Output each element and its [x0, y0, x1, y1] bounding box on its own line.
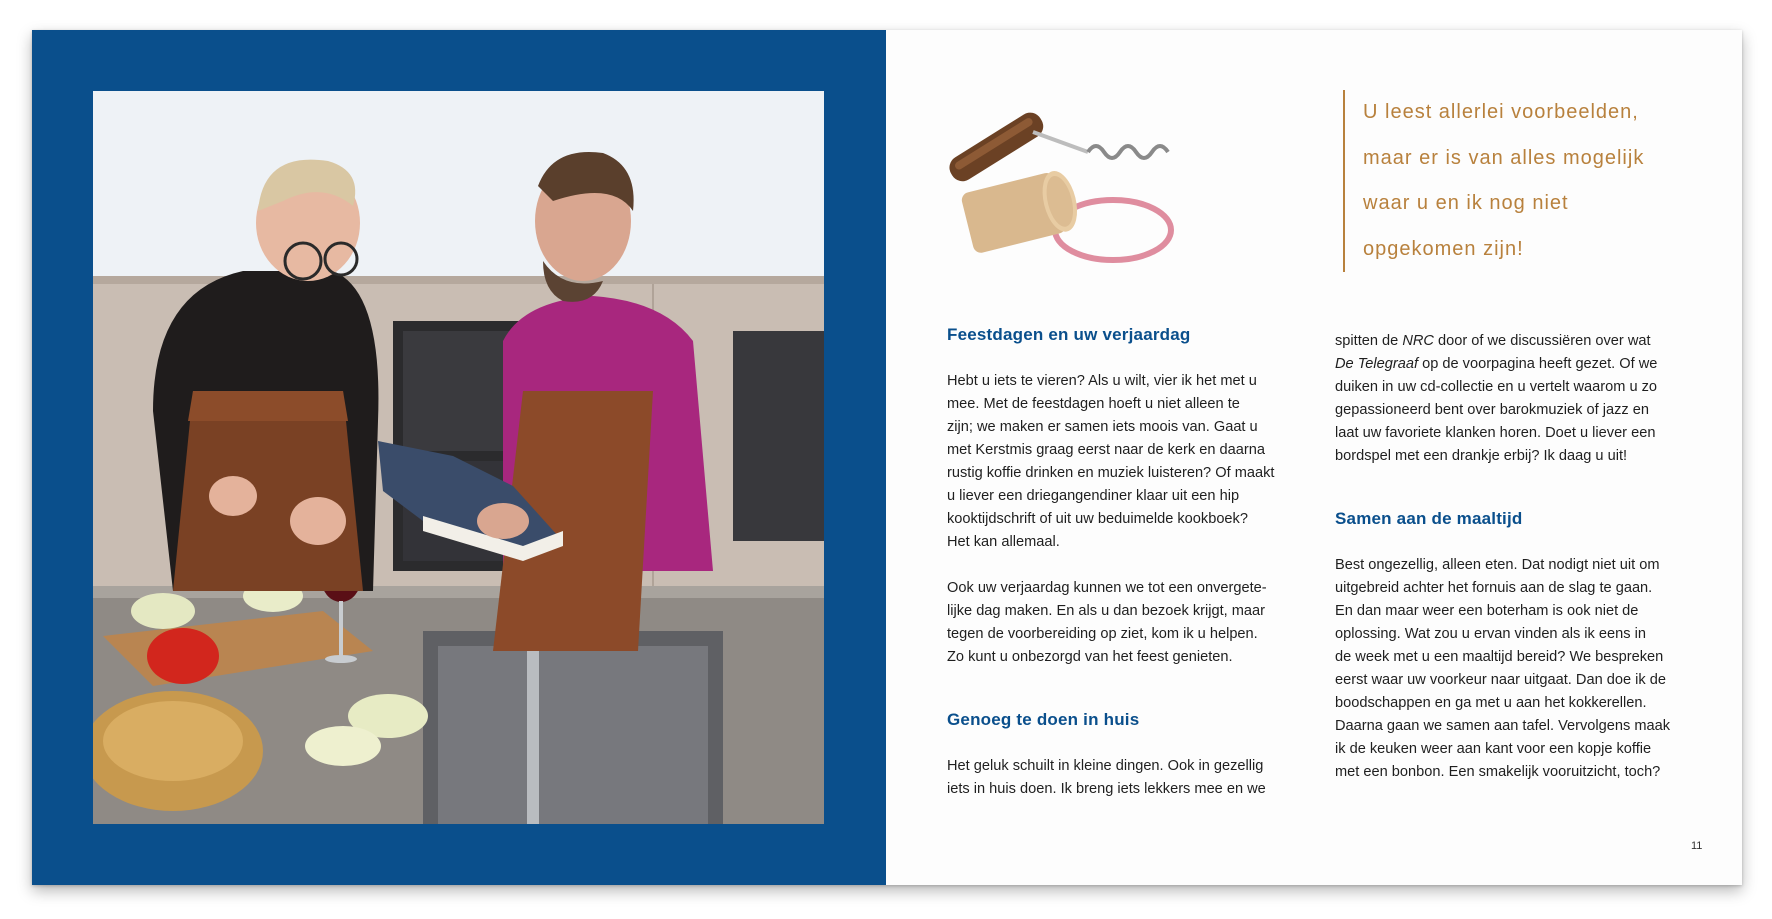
text-line: iets in huis doen. Ik breng iets lekkers mee en we: [947, 781, 1266, 797]
text-run: spitten de: [1335, 333, 1403, 349]
page-number: 11: [1691, 840, 1703, 852]
quote-line: opgekomen zijn!: [1363, 237, 1524, 260]
heading-genoeg: Genoeg te doen in huis: [947, 710, 1140, 729]
cooking-photo: [93, 91, 824, 824]
text-column-right: [1335, 330, 1671, 784]
text-line: rustig koffie drinken en muziek luisteren? Of maakt: [947, 465, 1275, 481]
text-line: zijn; we maken er samen iets moois van. Gaat u: [947, 419, 1258, 435]
text-line: mee. Met de feestdagen hoeft u niet alleen te: [947, 396, 1240, 412]
text-line: Het geluk schuilt in kleine dingen. Ook in gezellig: [947, 758, 1264, 774]
text-line: Best ongezellig, alleen eten. Dat nodigt niet uit om: [1335, 557, 1660, 573]
paragraph: [1335, 554, 1671, 784]
pull-quote: [1343, 90, 1644, 272]
text-line: uitgebreid achter het fornuis aan de slag te gaan.: [1335, 580, 1653, 596]
corkscrew-illustration: [938, 82, 1188, 282]
text-line: tegen de voorbereiding op ziet, kom ik u helpen.: [947, 626, 1258, 642]
text-run: door of we discussiëren over wat: [1433, 333, 1651, 349]
text-line: En dan maar weer een boterham is ook niet de: [1335, 603, 1639, 619]
text-line: de week met u een maaltijd bereid? We bespreken: [1335, 649, 1664, 665]
text-line: boodschappen en ga met u aan het kokkerellen.: [1335, 695, 1647, 711]
quote-line: waar u en ik nog niet: [1363, 192, 1569, 214]
left-page-blue: [32, 30, 886, 885]
text-line: laat uw favoriete klanken horen. Doet u liever een: [1335, 425, 1656, 441]
text-run: op de voorpagina heeft gezet. Of we: [1418, 356, 1658, 372]
newspaper-name: De Telegraaf: [1335, 356, 1419, 372]
text-line: met Kerstmis graag eerst naar de kerk en daarna: [947, 442, 1265, 458]
text-line: gepassioneerd bent over barokmuziek of jazz en: [1335, 402, 1649, 418]
text-column-left: [947, 324, 1283, 801]
paragraph: [947, 577, 1283, 669]
heading-feestdagen: Feestdagen en uw verjaardag: [947, 325, 1191, 344]
right-page: [886, 30, 1742, 885]
text-line: duiken in uw cd-collectie en u vertelt waarom u zo: [1335, 379, 1658, 395]
newspaper-name: NRC: [1402, 333, 1434, 349]
quote-line: maar er is van alles mogelijk: [1363, 146, 1645, 169]
text-line: u liever een driegangendiner klaar uit een hip: [947, 488, 1240, 504]
quote-line: U leest allerlei voorbeelden,: [1363, 101, 1639, 123]
text-line: [1335, 353, 1671, 376]
text-line: lijke dag maken. En als u dan bezoek krijgt, maar: [947, 603, 1265, 619]
text-line: Daarna gaan we samen aan tafel. Vervolgens maak: [1335, 718, 1671, 734]
text-line: ik de keuken weer aan kant voor een kopje koffie: [1335, 741, 1652, 757]
text-line: met een bonbon. Een smakelijk vooruitzicht, toch?: [1335, 764, 1661, 780]
text-line: Hebt u iets te vieren? Als u wilt, vier ik het met u: [947, 373, 1257, 389]
text-line: Ook uw verjaardag kunnen we tot een onvergete-: [947, 580, 1267, 596]
brochure-spread: [32, 30, 1742, 885]
heading-maaltijd: Samen aan de maaltijd: [1335, 509, 1523, 528]
text-line: Het kan allemaal.: [947, 534, 1060, 550]
paragraph: [947, 370, 1283, 554]
paragraph: [1335, 330, 1671, 468]
text-line: [1335, 330, 1671, 353]
text-line: kooktijdschrift of uit uw beduimelde kookboek?: [947, 511, 1248, 527]
paragraph: [947, 755, 1283, 801]
text-line: bordspel met een drankje erbij? Ik daag u uit!: [1335, 448, 1628, 464]
text-line: eerst waar uw voorkeur naar uitgaat. Dan doe ik de: [1335, 672, 1666, 688]
text-line: oplossing. Wat zou u ervan vinden als ik eens in: [1335, 626, 1646, 642]
text-line: Zo kunt u onbezorgd van het feest genieten.: [947, 649, 1233, 665]
